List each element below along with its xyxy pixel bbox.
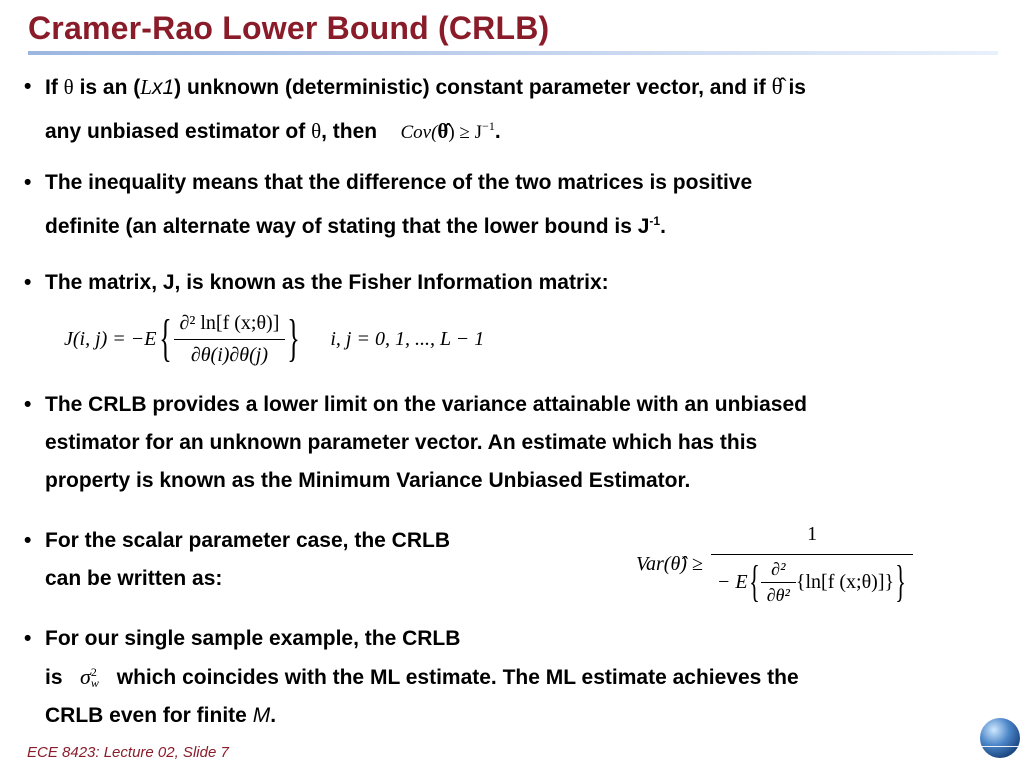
bullet-dot: • <box>24 171 32 194</box>
bullet-5-text: For the scalar parameter case, the CRLB <box>45 529 450 552</box>
bullet-3 <box>24 264 609 302</box>
bullet-5-text: can be written as: <box>45 567 223 590</box>
cov-expression: ) ≥ J <box>448 122 483 143</box>
fisher-index-range: i, j = 0, 1, ..., L − 1 <box>330 327 485 350</box>
bullet-4 <box>24 386 807 500</box>
fisher-fraction <box>174 312 286 367</box>
theta-symbol: θ <box>311 119 322 143</box>
right-brace: } <box>287 310 301 367</box>
sigma-scripts <box>91 667 99 689</box>
cov-exponent: −1 <box>482 119 495 133</box>
var-lhs: Var(θ̂) ≥ <box>636 552 703 575</box>
bullet-6 <box>24 620 799 735</box>
bullet-1-text: is <box>788 76 806 99</box>
globe-logo-icon <box>980 718 1020 758</box>
bullet-1-text: If <box>45 76 58 99</box>
bullet-2-text: definite (an alternate way of stating that the lower bound is J <box>45 215 650 238</box>
theta-symbol: θ <box>63 75 74 99</box>
slide-title: Cramer-Rao Lower Bound (CRLB) <box>28 10 550 46</box>
bullet-6-text: CRLB even for finite <box>45 704 247 727</box>
L-symbol: L <box>140 75 152 99</box>
j-exponent: -1 <box>649 214 661 228</box>
bullet-dot: • <box>24 271 32 294</box>
bullet-5 <box>24 522 450 598</box>
log-likelihood: {ln[f (x;θ)]} <box>795 570 895 593</box>
bullet-1-text: is an ( <box>79 76 141 99</box>
title-divider <box>28 51 998 55</box>
right-brace: } <box>895 557 906 606</box>
bullet-1-text: , then <box>321 120 378 143</box>
derivative-denominator: ∂θ² <box>766 584 790 605</box>
bullet-6-text: For our single sample example, the CRLB <box>45 627 461 650</box>
bullet-dot: • <box>24 529 32 552</box>
sigma-superscript: 2 <box>90 665 97 680</box>
bullet-dot: • <box>24 75 32 98</box>
logo-waveform <box>976 746 1022 747</box>
bullet-1-text: any unbiased estimator of <box>45 120 306 143</box>
theta-hat-symbol: θ̂ <box>437 119 449 143</box>
scalar-denominator <box>711 555 913 606</box>
bullet-2-text: The inequality means that the difference of the two matrices is positive <box>45 171 753 194</box>
x1-symbol: x1 <box>151 76 175 99</box>
fisher-lhs: J(i, j) = −E <box>64 327 157 350</box>
derivative-numerator: ∂² <box>761 559 796 583</box>
bullet-6-text: is <box>45 666 63 689</box>
fisher-equation <box>64 302 484 376</box>
slide-footer: ECE 8423: Lecture 02, Slide 7 <box>27 744 229 761</box>
left-brace: { <box>158 310 172 367</box>
expectation-symbol: − E <box>716 570 748 593</box>
bullet-6-text: which coincides with the ML estimate. The ML estimate achieves the <box>116 666 799 689</box>
scalar-numerator: 1 <box>711 523 913 555</box>
fisher-numerator: ∂² ln[f (x;θ)] <box>174 312 286 340</box>
bullet-1-text: . <box>494 120 501 143</box>
bullet-2 <box>24 164 752 246</box>
bullet-1 <box>24 68 806 152</box>
scalar-fraction <box>711 523 913 606</box>
fisher-denominator: ∂θ(i)∂θ(j) <box>190 343 269 366</box>
cov-expression: Cov( <box>400 122 438 143</box>
sigma-symbol: σ <box>80 664 91 689</box>
derivative-fraction <box>761 559 796 606</box>
M-symbol: M <box>252 704 271 727</box>
bullet-3-text: The matrix, J, is known as the Fisher Information matrix: <box>45 271 609 294</box>
bullet-2-text: . <box>660 215 666 238</box>
bullet-4-text: The CRLB provides a lower limit on the variance attainable with an unbiased <box>45 393 807 416</box>
sigma-subscript: w <box>90 676 99 691</box>
bullet-1-text: ) unknown (deterministic) constant parameter vector, and if <box>174 76 766 99</box>
bullet-dot: • <box>24 627 32 650</box>
left-brace: { <box>748 557 760 606</box>
bullet-4-text: estimator for an unknown parameter vector. An estimate which has this <box>45 431 758 454</box>
theta-hat-symbol: θ̂ <box>771 74 783 99</box>
scalar-crlb-equation <box>636 514 913 614</box>
bullet-4-text: property is known as the Minimum Variance Unbiased Estimator. <box>45 469 691 492</box>
bullet-6-text: . <box>270 704 277 727</box>
bullet-dot: • <box>24 393 32 416</box>
